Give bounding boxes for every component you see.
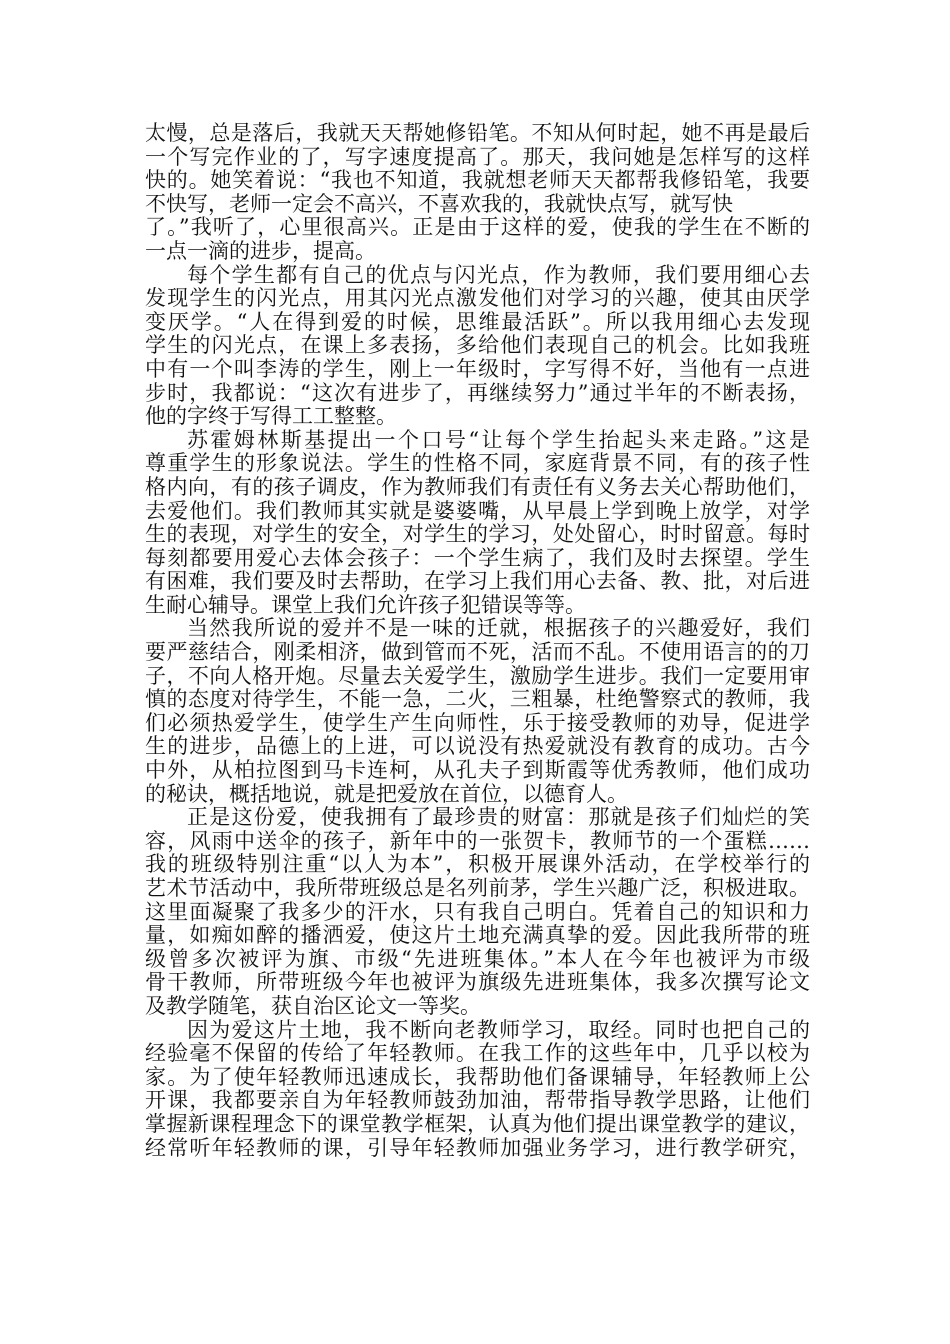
- text-line: 这里面凝聚了我多少的汗水，只有我自己明白。凭着自己的知识和力: [145, 899, 810, 924]
- text-line: 及教学随笔，获自治区论文一等奖。: [145, 993, 481, 1018]
- text-line: 去爱他们。我们教师其实就是婆婆嘴，从早晨上学到晚上放学，对学: [145, 498, 810, 523]
- text-line: 一个写完作业的了，写字速度提高了。那天，我问她是怎样写的这样: [145, 144, 810, 169]
- text-line: 子，不向人格开炮。尽量去关爱学生，激励学生进步。我们一定要用审: [145, 663, 810, 688]
- text-line: 中有一个叫李涛的学生，刚上一年级时，字写得不好，当他有一点进: [145, 356, 810, 381]
- text-line: 掌握新课程理念下的课堂教学框架，认真为他们提出课堂教学的建议，: [145, 1111, 810, 1136]
- text-line: 生的表现，对学生的安全，对学生的学习，处处留心，时时留意。每时: [145, 522, 810, 547]
- paragraph-first-line: 正是这份爱，使我拥有了最珍贵的财富：那就是孩子们灿烂的笑: [187, 805, 810, 830]
- text-line: 每刻都要用爱心去体会孩子：一个学生病了，我们及时去探望。学生: [145, 545, 810, 570]
- text-line: 经常听年轻教师的课，引导年轻教师加强业务学习，进行教学研究，: [145, 1135, 810, 1160]
- text-line: 级曾多次被评为旗、市级“先进班集体。”本人在今年也被评为市级: [145, 946, 810, 971]
- document-body: [145, 122, 810, 1160]
- text-line: 生的进步，品德上的上进，可以说没有热爱就没有教育的成功。古今: [145, 734, 810, 759]
- text-line: 生耐心辅导。课堂上我们允许孩子犯错误等等。: [145, 592, 586, 617]
- text-line: 经验毫不保留的传给了年轻教师。在我工作的这些年中，几乎以校为: [145, 1041, 810, 1066]
- text-line: 骨干教师，所带班级今年也被评为旗级先进班集体，我多次撰写论文: [145, 970, 810, 995]
- text-line: 的秘诀，概括地说，就是把爱放在首位，以德育人。: [145, 781, 628, 806]
- text-line: 容，风雨中送伞的孩子，新年中的一张贺卡，教师节的一个蛋糕……: [145, 828, 810, 853]
- text-line: 变厌学。“人在得到爱的时候，思维最活跃”。所以我用细心去发现: [145, 309, 810, 334]
- text-line: 不快写，老师一定会不高兴，不喜欢我的，我就快点写，就写快: [145, 191, 733, 216]
- text-line: 尊重学生的形象说法。学生的性格不同，家庭背景不同，有的孩子性: [145, 451, 810, 476]
- text-line: 慎的态度对待学生，不能一急，二火，三粗暴，杜绝警察式的教师，我: [145, 687, 810, 712]
- text-line: 了。”我听了，心里很高兴。正是由于这样的爱，使我的学生在不断的: [145, 215, 810, 240]
- text-line: 中外，从柏拉图到马卡连柯，从孔夫子到斯霞等优秀教师，他们成功: [145, 758, 810, 783]
- text-line: 们必须热爱学生，使学生产生向师性，乐于接受教师的劝导，促进学: [145, 710, 810, 735]
- text-line: 我的班级特别注重“以人为本”，积极开展课外活动，在学校举行的: [145, 852, 810, 877]
- text-line: 步时，我都说：“这次有进步了，再继续努力”通过半年的不断表扬，: [145, 380, 810, 405]
- text-line: 快的。她笑着说：“我也不知道，我就想老师天天都帮我修铅笔，我要: [145, 168, 810, 193]
- text-line: 有困难，我们要及时去帮助，在学习上我们用心去备、教、批，对后进: [145, 569, 810, 594]
- text-line: 家。为了使年轻教师迅速成长，我帮助他们备课辅导，年轻教师上公: [145, 1064, 810, 1089]
- text-line: 学生的闪光点，在课上多表扬，多给他们表现自己的机会。比如我班: [145, 333, 810, 358]
- text-line: 发现学生的闪光点，用其闪光点激发他们对学习的兴趣，使其由厌学: [145, 286, 810, 311]
- text-line: 要严慈结合，刚柔相济，做到管而不死，活而不乱。不使用语言的的刀: [145, 640, 810, 665]
- text-line: 开课，我都要亲自为年轻教师鼓劲加油，帮带指导教学思路，让他们: [145, 1088, 810, 1113]
- text-line: 艺术节活动中，我所带班级总是名列前茅，学生兴趣广泛，积极进取。: [145, 876, 810, 900]
- text-line: 量，如痴如醉的播洒爱，使这片土地充满真挚的爱。因此我所带的班: [145, 923, 810, 948]
- text-line: 一点一滴的进步，提高。: [145, 238, 376, 263]
- text-line: 他的字终于写得工工整整。: [145, 404, 397, 429]
- text-line: 格内向，有的孩子调皮，作为教师我们有责任有义务去关心帮助他们，: [145, 474, 810, 499]
- paragraph-first-line: 当然我所说的爱并不是一味的迁就，根据孩子的兴趣爱好，我们: [187, 616, 810, 641]
- paragraph-first-line: 因为爱这片土地，我不断向老教师学习，取经。同时也把自己的: [187, 1017, 810, 1042]
- paragraph-first-line: 每个学生都有自己的优点与闪光点，作为教师，我们要用细心去: [187, 262, 810, 287]
- paragraph-first-line: 苏霍姆林斯基提出一个口号“让每个学生抬起头来走路。”这是: [187, 427, 810, 452]
- text-line: 太慢，总是落后，我就天天帮她修铅笔。不知从何时起，她不再是最后: [145, 121, 810, 145]
